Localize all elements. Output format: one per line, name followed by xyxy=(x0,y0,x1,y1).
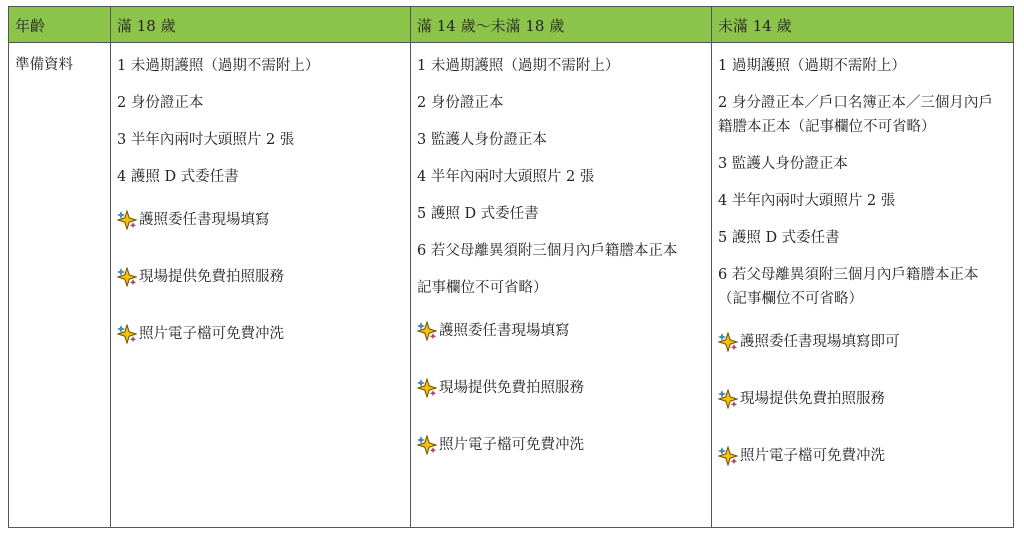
requirements-row xyxy=(9,43,1014,528)
col1-note-2-text: 現場提供免費拍照服務 xyxy=(139,269,284,285)
col3-note-3-text: 照片電子檔可免費冲洗 xyxy=(740,448,885,464)
col2-note-3-text: 照片電子檔可免費冲洗 xyxy=(439,437,584,453)
col3-item-5: 5 護照 D 式委任書 xyxy=(718,230,840,246)
col2-note-3 xyxy=(417,420,705,477)
header-col3: 未滿 14 歲 xyxy=(712,7,1014,43)
col2-note-1 xyxy=(417,306,705,363)
col3-note-3 xyxy=(718,431,1007,488)
sparkle-star-icon xyxy=(117,267,137,287)
sparkle-star-icon xyxy=(718,446,738,466)
col3-item-4: 4 半年內兩吋大頭照片 2 張 xyxy=(718,193,896,209)
sparkle-star-icon xyxy=(417,321,437,341)
col2-item-7: 記事欄位不可省略） xyxy=(417,280,548,296)
col1-note-2 xyxy=(117,252,404,309)
header-row xyxy=(9,7,1014,43)
col1-note-3-text: 照片電子檔可免費冲洗 xyxy=(139,326,284,342)
col2-note-2 xyxy=(417,363,705,420)
col3-note-2 xyxy=(718,374,1007,431)
sparkle-star-icon xyxy=(417,378,437,398)
col3-note-2-text: 現場提供免費拍照服務 xyxy=(740,391,885,407)
sparkle-star-icon xyxy=(718,332,738,352)
col2-item-2: 2 身份證正本 xyxy=(417,95,504,111)
col3-note-1 xyxy=(718,317,1007,374)
col2-item-3: 3 監護人身份證正本 xyxy=(417,132,547,148)
passport-requirements-table xyxy=(8,6,1014,528)
col1-note-1 xyxy=(117,195,404,252)
sparkle-star-icon xyxy=(417,435,437,455)
col3-cell xyxy=(712,43,1014,528)
col2-note-2-text: 現場提供免費拍照服務 xyxy=(439,380,584,396)
col3-item-1: 1 過期護照（過期不需附上） xyxy=(718,58,906,74)
col2-item-1: 1 未過期護照（過期不需附上） xyxy=(417,58,620,74)
col3-item-3: 3 監護人身份證正本 xyxy=(718,156,848,172)
col1-item-4: 4 護照 D 式委任書 xyxy=(117,169,239,185)
col2-item-5: 5 護照 D 式委任書 xyxy=(417,206,539,222)
col2-item-6: 6 若父母離異須附三個月內戶籍謄本正本 xyxy=(417,243,678,259)
col1-item-3: 3 半年內兩吋大頭照片 2 張 xyxy=(117,132,295,148)
col1-item-2: 2 身份證正本 xyxy=(117,95,204,111)
col3-item-2: 2 身分證正本／戶口名簿正本／三個月內戶籍謄本正本（記事欄位不可省略） xyxy=(718,95,993,135)
header-col1: 滿 18 歲 xyxy=(111,7,411,43)
header-col2: 滿 14 歲～未滿 18 歲 xyxy=(411,7,712,43)
header-age: 年齡 xyxy=(9,7,111,43)
sparkle-star-icon xyxy=(718,389,738,409)
col1-note-3 xyxy=(117,309,404,366)
col3-note-1-text: 護照委任書現場填寫即可 xyxy=(740,334,900,350)
row-label: 準備資料 xyxy=(9,43,111,528)
col2-item-4: 4 半年內兩吋大頭照片 2 張 xyxy=(417,169,595,185)
sparkle-star-icon xyxy=(117,324,137,344)
col2-cell xyxy=(411,43,712,528)
col3-item-6: 6 若父母離異須附三個月內戶籍謄本正本（記事欄位不可省略） xyxy=(718,267,979,307)
col1-item-1: 1 未過期護照（過期不需附上） xyxy=(117,58,320,74)
col1-cell xyxy=(111,43,411,528)
col2-note-1-text: 護照委任書現場填寫 xyxy=(439,323,570,339)
sparkle-star-icon xyxy=(117,210,137,230)
col1-note-1-text: 護照委任書現場填寫 xyxy=(139,212,270,228)
